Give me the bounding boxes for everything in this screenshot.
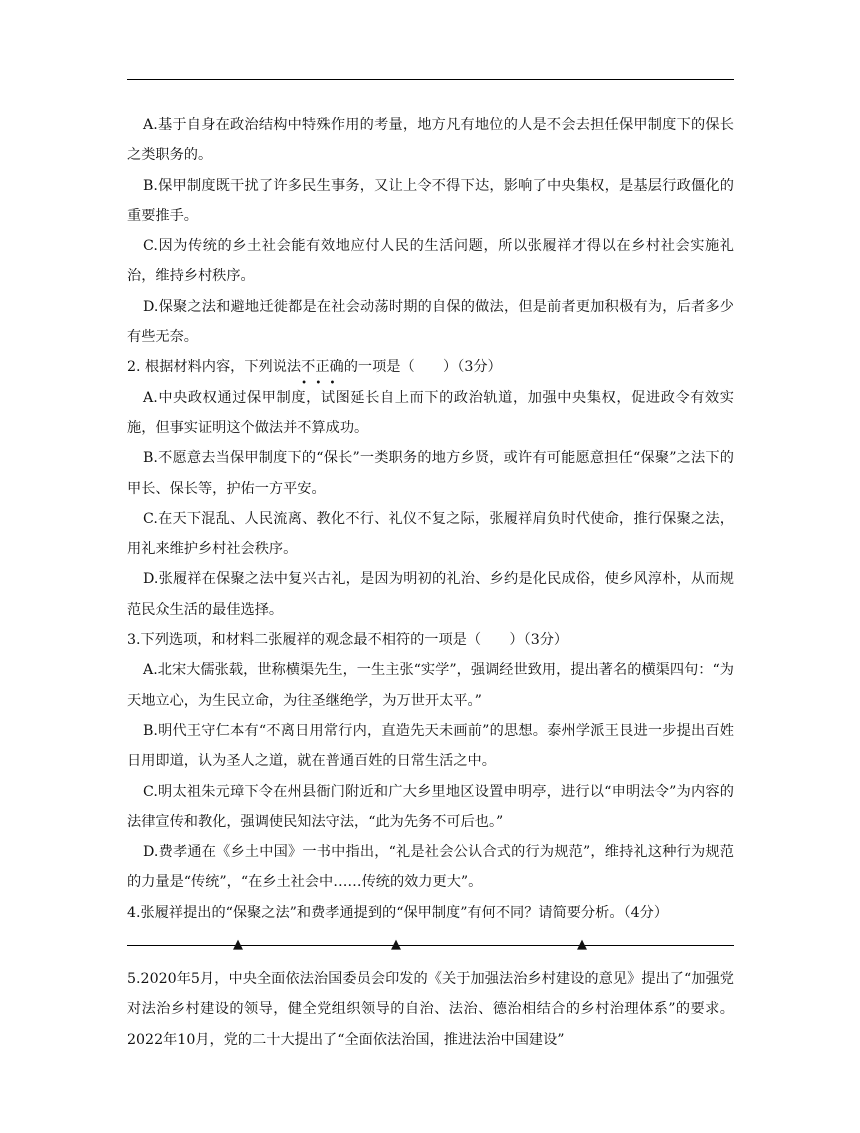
q3-option-d: D.费孝通在《乡土中国》一书中指出，“礼是社会公认合式的行为规范”，维持礼这种行为规范的力量是“传统”，“在乡土社会中……传统的效力更大”。 <box>127 844 734 891</box>
triangle-marker-icon: ▲ <box>233 937 243 953</box>
question-content <box>127 110 734 1055</box>
question-5-stem: 5.2020年5月，中央全面依法治国委员会印发的《关于加强法治乡村建设的意见》提出了“加强党对法治乡村建设的领导，健全党组织领导的自治、法治、德治相结合的乡村治理体系”的要求。2022年10月，党的二十大提出了“全面依法治国，推进法治中国建设” <box>127 971 734 1048</box>
question-4-stem: 4.张履祥提出的“保聚之法”和费孝通提到的“保甲制度”有何不同？请简要分析。（4分） <box>127 904 669 921</box>
q2-prefix: 2. 根据材料内容，下列说法 <box>127 359 302 376</box>
q2-option-a: A.中央政权通过保甲制度，试图延长自上而下的政治轨道，加强中央集权，促进政令有效实施，但事实证明这个做法并不算成功。 <box>127 389 734 436</box>
answer-line[interactable] <box>127 928 734 964</box>
triangle-marker-icon: ▲ <box>577 937 587 953</box>
q1-option-d: D.保聚之法和避地迁徙都是在社会动荡时期的自保的做法，但是前者更加积极有为，后者多少有些无奈。 <box>127 298 734 346</box>
q1-option-c: C.因为传统的乡土社会能有效地应付人民的生活问题，所以张履祥才得以在乡村社会实施礼治，维持乡村秩序。 <box>127 238 734 285</box>
emphasis-char: 确 • <box>329 359 344 389</box>
q1-option-b: B.保甲制度既干扰了许多民生事务，又让上令不得下达，影响了中央集权，是基层行政僵化的重要推手。 <box>127 177 734 224</box>
q2-option-b: B.不愿意去当保甲制度下的“保长”一类职务的地方乡贤，或许有可能愿意担任“保聚”之法下的甲长、保长等，护佑一方平安。 <box>127 450 734 497</box>
question-2-stem <box>127 352 734 389</box>
answer-rule <box>127 945 734 946</box>
emphasis-char: 不 • <box>301 359 316 389</box>
q3-option-c: C.明太祖朱元璋下令在州县衙门附近和广大乡里地区设置申明亭，进行以“申明法令”为内容的法律宣传和教化，强调使民知法守法，“此为先务不可后也。” <box>127 783 734 830</box>
q2-option-d: D.张履祥在保聚之法中复兴古礼，是因为明初的礼治、乡约是化民成俗，使乡风淳朴，从而规范民众生活的最佳选择。 <box>127 571 734 618</box>
q2-option-c: C.在天下混乱、人民流离、教化不行、礼仪不复之际，张履祥肩负时代使命，推行保聚之法，用礼来维护乡村社会秩序。 <box>127 510 734 558</box>
triangle-marker-icon: ▲ <box>391 937 401 953</box>
emphasis-char: 正 • <box>315 359 330 389</box>
q3-option-a: A.北宋大儒张载，世称横渠先生，一生主张“实学”，强调经世致用，提出著名的横渠四句：“为天地立心，为生民立命，为往圣继绝学，为万世开太平。” <box>127 662 734 709</box>
question-3-stem: 3.下列选项，和材料二张履祥的观念最不相符的一项是（ ）（3分） <box>127 632 569 649</box>
q2-suffix: 的一项是（ ）（3分） <box>343 359 502 376</box>
header-rule <box>127 79 734 80</box>
q1-option-a: A.基于自身在政治结构中特殊作用的考量，地方凡有地位的人是不会去担任保甲制度下的保长之类职务的。 <box>127 117 734 164</box>
q3-option-b: B.明代王守仁本有“不离日用常行内，直造先天未画前”的思想。泰州学派王艮进一步提出百姓日用即道，认为圣人之道，就在普通百姓的日常生活之中。 <box>127 722 734 770</box>
